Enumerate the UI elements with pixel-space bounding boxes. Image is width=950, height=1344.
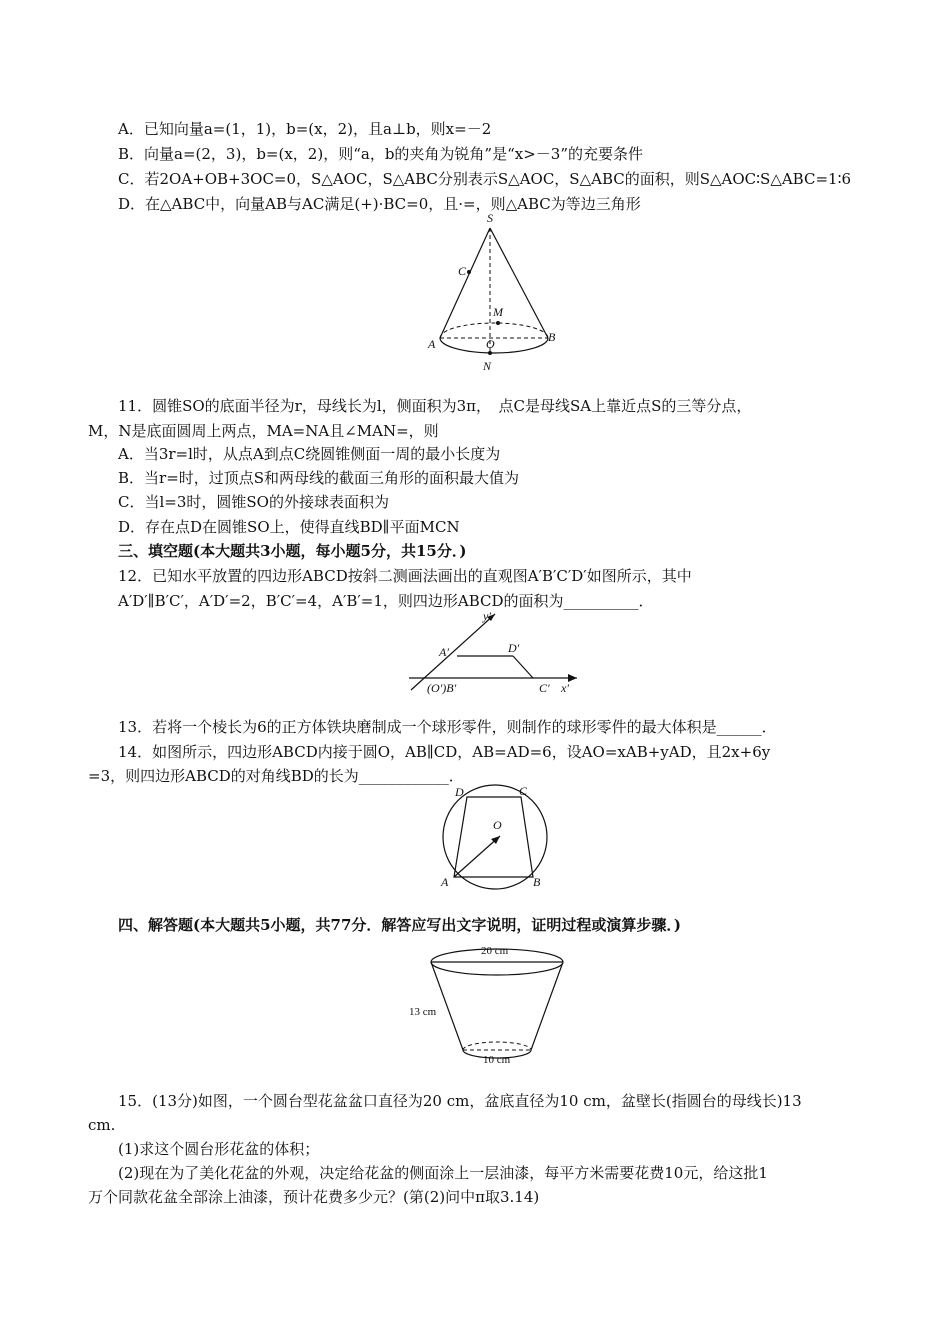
q11-option-a: A．当3r=l时，从点A到点C绕圆锥侧面一周的最小长度为 bbox=[118, 445, 501, 463]
trap-label-x: x′ bbox=[561, 681, 569, 695]
circle-figure bbox=[433, 784, 553, 894]
cone-label-a: A bbox=[428, 337, 436, 351]
section-4-heading: 四、解答题(本大题共5小题，共77分．解答应写出文字说明，证明过程或演算步骤．) bbox=[118, 916, 682, 934]
q15-line1: 15．(13分)如图，一个圆台型花盆盆口直径为20 cm，盆底直径为10 cm，盆壁长(指圆台的母线长)13 bbox=[118, 1092, 802, 1110]
trap-label-a: A′ bbox=[439, 645, 449, 659]
trap-label-y: y′ bbox=[483, 609, 491, 623]
q15-part2-line2: 万个同款花盆全部涂上油漆，预计花费多少元？(第(2)问中π取3.14) bbox=[88, 1188, 540, 1206]
cone-label-b: B bbox=[548, 330, 556, 344]
q10-option-a: A．已知向量a=(1，1)，b=(x，2)，且a⊥b，则x=－2 bbox=[118, 120, 492, 138]
flower-pot-figure bbox=[405, 938, 565, 1068]
q11-stem-line2: M，N是底面圆周上两点，MA=NA且∠MAN=，则 bbox=[88, 422, 439, 440]
q12-line2: A′D′∥B′C′，A′D′=2，B′C′=4，A′B′=1，则四边形ABCD的面积为__________． bbox=[118, 592, 654, 610]
q10-option-d: D．在△ABC中，向量AB与AC满足(+)·BC=0，且·=，则△ABC为等边三角形 bbox=[118, 195, 641, 213]
circle-label-c: C bbox=[519, 784, 528, 798]
q10-option-b: B．向量a=(2，3)，b=(x，2)，则“a，b的夹角为锐角”是“x>－3”的充要条件 bbox=[118, 145, 643, 163]
cone-label-s: S bbox=[487, 211, 493, 225]
q11-option-c: C．当l=3时，圆锥SO的外接球表面积为 bbox=[118, 493, 389, 511]
q12-line1: 12．已知水平放置的四边形ABCD按斜二测画法画出的直观图A′B′C′D′如图所示，其中 bbox=[118, 567, 692, 585]
q14-line2: =3，则四边形ABCD的对角线BD的长为____________． bbox=[88, 767, 464, 785]
cone-label-m: M bbox=[493, 305, 503, 319]
q11-option-d: D．存在点D在圆锥SO上，使得直线BD∥平面MCN bbox=[118, 518, 460, 536]
pot-label-side: 13 cm bbox=[409, 1006, 437, 1018]
trap-label-ob: (O′)B′ bbox=[427, 681, 457, 695]
cone-label-n: N bbox=[483, 359, 492, 373]
circle-label-b: B bbox=[533, 875, 541, 889]
circle-label-d: D bbox=[455, 785, 464, 799]
cone-label-o: O bbox=[486, 337, 495, 351]
trapezoid-figure bbox=[405, 608, 585, 698]
q14-line1: 14．如图所示，四边形ABCD内接于圆O，AB∥CD，AB=AD=6，设AO=xAB+yAD，且2x+6y bbox=[118, 743, 771, 761]
q11-stem-line1: 11．圆锥SO的底面半径为r，母线长为l，侧面积为3π， 点C是母线SA上靠近点S的三等分点， bbox=[118, 397, 752, 415]
section-3-heading: 三、填空题(本大题共3小题，每小题5分，共15分．) bbox=[118, 542, 467, 560]
circle-label-o: O bbox=[493, 818, 502, 832]
q13-text: 13．若将一个棱长为6的正方体铁块磨制成一个球形零件，则制作的球形零件的最大体积是______． bbox=[118, 718, 777, 736]
trap-label-d: D′ bbox=[508, 641, 520, 655]
q15-part1: (1)求这个圆台形花盆的体积； bbox=[118, 1140, 320, 1158]
pot-label-bottom: 10 cm bbox=[483, 1054, 511, 1066]
q15-part2-line1: (2)现在为了美化花盆的外观，决定给花盆的侧面涂上一层油漆，每平方米需要花费10元，给这批1 bbox=[118, 1164, 768, 1182]
cone-label-c: C bbox=[458, 264, 467, 278]
cone-figure bbox=[420, 210, 570, 380]
circle-label-a: A bbox=[441, 875, 449, 889]
pot-label-top: 20 cm bbox=[481, 945, 509, 957]
trap-label-c: C′ bbox=[539, 681, 550, 695]
q10-option-c: C．若2OA+OB+3OC=0，S△AOC，S△ABC分别表示S△AOC，S△ABC的面积，则S△AOC∶S△ABC=1∶6 bbox=[118, 170, 852, 188]
q15-line2: cm. bbox=[88, 1116, 116, 1134]
q11-option-b: B．当r=时，过顶点S和两母线的截面三角形的面积最大值为 bbox=[118, 469, 520, 487]
